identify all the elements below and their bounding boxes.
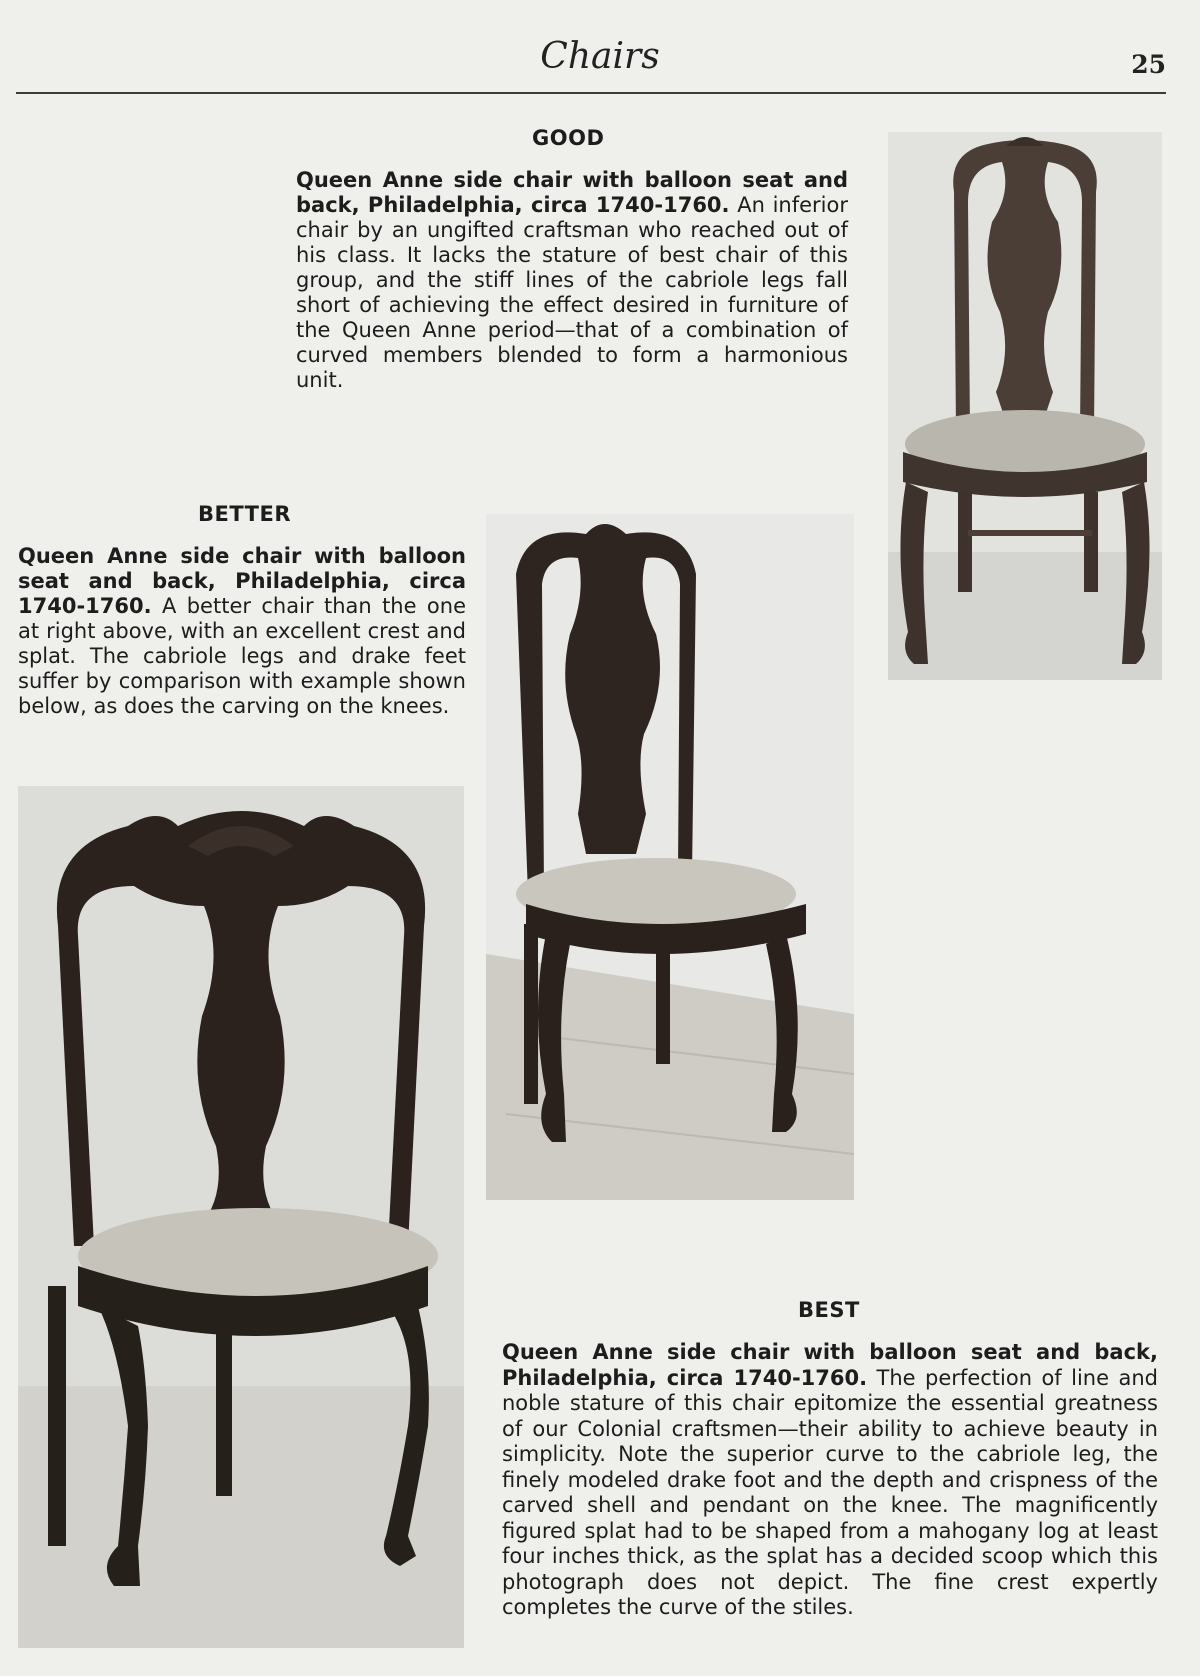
better-title: Queen Anne side chair with balloon seat and back, Philadelphia, circa 1740-1760. bbox=[18, 544, 466, 618]
photo-better-chair bbox=[486, 514, 854, 1200]
photo-best-chair bbox=[18, 786, 464, 1648]
good-heading: GOOD bbox=[532, 126, 605, 150]
best-description bbox=[502, 1340, 1158, 1621]
good-text: An inferior chair by an ungifted craftsman who reached out of his class. It lacks the stature of best chair of this group, and the stiff lines of the cabriole legs fall short of achieving the effect desired in furniture of the Queen Anne period—that of a combination of curved members blended to form a harmonious unit. bbox=[296, 193, 848, 392]
best-text: The perfection of line and noble stature of this chair epitomize the essential greatness of our Colonial craftsmen—their ability to achieve beauty in simplicity. Note the superior curve to the cabriole leg, the finely modeled drake foot and the depth and crispness of the carved shell and pendant on the knee. The magnificently figured splat had to be shaped from a mahogany log at least four inches thick, as the splat has a decided scoop which this photograph does not depict. The fine crest expertly completes the curve of the stiles. bbox=[502, 1365, 1158, 1619]
good-title: Queen Anne side chair with balloon seat and back, Philadelphia, circa 1740-1760. bbox=[296, 168, 848, 217]
better-description bbox=[18, 544, 466, 719]
page-number: 25 bbox=[1131, 50, 1166, 79]
photo-good-chair bbox=[888, 132, 1162, 680]
header-rule bbox=[16, 92, 1166, 94]
better-heading: BETTER bbox=[198, 502, 291, 526]
best-heading: BEST bbox=[798, 1298, 860, 1322]
page-header-title: Chairs bbox=[540, 36, 660, 77]
best-title: Queen Anne side chair with balloon seat and back, Philadelphia, circa 1740-1760. bbox=[502, 1340, 1158, 1390]
good-description bbox=[296, 168, 848, 393]
better-text: A better chair than the one at right above, with an excellent crest and splat. The cabriole legs and drake feet suffer by comparison with example shown below, as does the carving on the knees. bbox=[18, 594, 466, 718]
